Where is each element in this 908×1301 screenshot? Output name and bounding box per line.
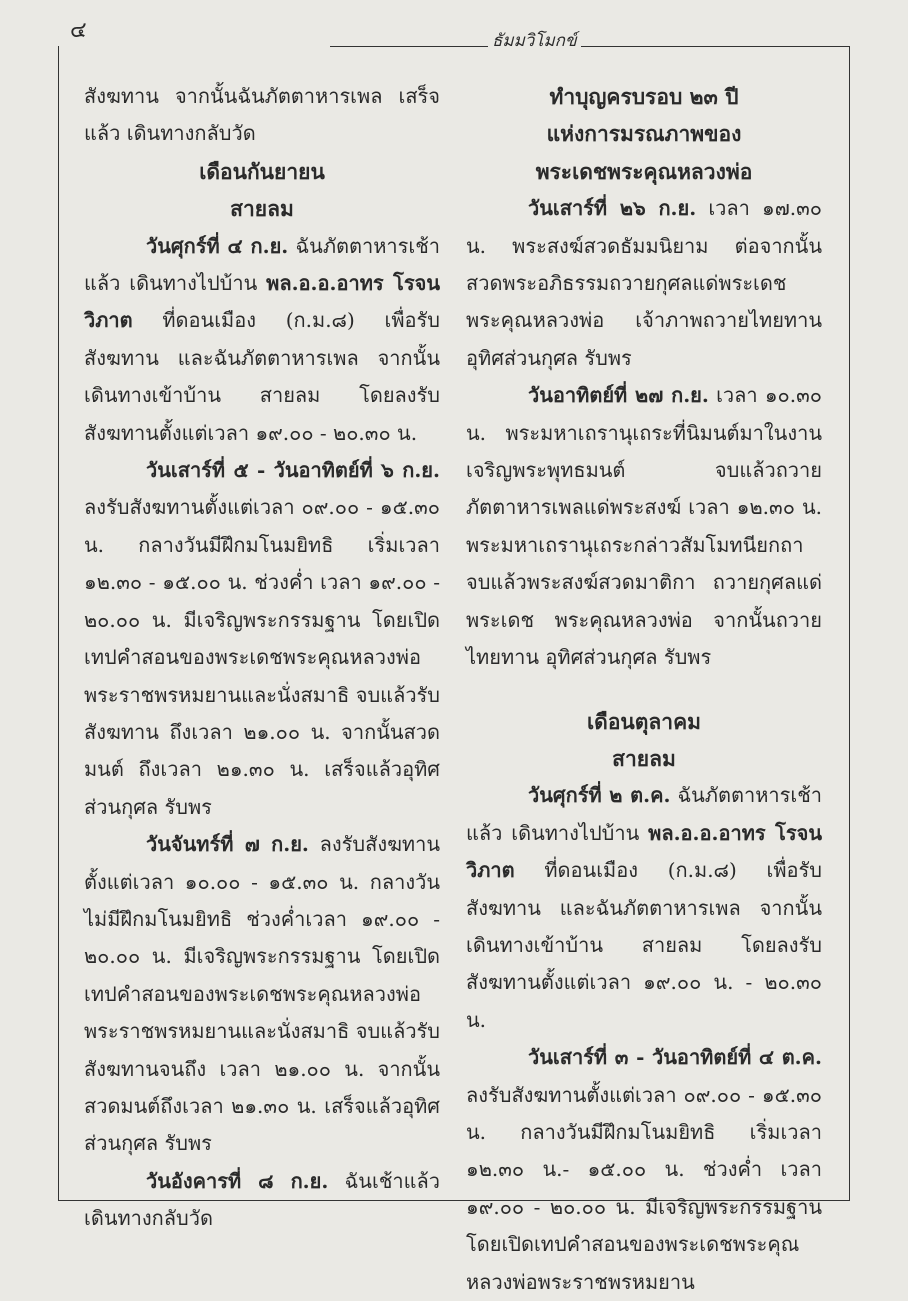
left-paragraph-sep-4 (84, 228, 440, 452)
paragraph-text: ฉันเช้าแล้วเดินทางกลับวัด (84, 1168, 440, 1231)
right-heading-line-1: ทำบุญครบรอบ ๒๓ ปี (549, 84, 739, 109)
date-label: วันเสาร์ที่ ๕ - วันอาทิตย์ที่ ๖ ก.ย. (146, 458, 440, 483)
right-paragraph-oct-2 (466, 777, 822, 1039)
paragraph-text: เวลา ๑๐.๓๐ น. พระมหาเถรานุเถระที่นิมนต์มาในงานเจริญพระพุทธมนต์ จบแล้วถวายภัตตาหารเพลแด่พระสงฆ์ เวลา ๑๒.๓๐ น. พระมหาเถรานุเถระกล่าวสัมโมทนียกถา จบแล้วพระสงฆ์สวดมาติกา ถวายกุศลแด่พระเดช พระคุณหลวงพ่อ จากนั้นถวายไทยทาน อุทิศส่วนกุศล รับพร (466, 383, 822, 670)
paragraph-text: ลงรับสังฆทานตั้งแต่เวลา ๐๙.๐๐ - ๑๕.๓๐ น. กลางวันมีฝึกมโนมยิทธิ เริ่มเวลา ๑๒.๓๐ น.- ๑๕.๐๐ น. ช่วงค่ำ เวลา ๑๙.๐๐ - ๒๐.๐๐ น. มีเจริญพระกรรมฐาน โดยเปิดเทปคำสอนของพระเดชพระคุณหลวงพ่อพระราชพรหมยาน (466, 1082, 822, 1294)
right-column (466, 78, 822, 1301)
host-name: พล.อ.อ.อาทร โรจนวิภาต (84, 271, 441, 333)
date-label: วันอาทิตย์ที่ ๒๗ ก.ย. (528, 383, 709, 408)
page-number: ๔ (70, 18, 87, 43)
paragraph-text: ฉันภัตตาหารเช้าแล้ว เดินทางไปบ้าน (466, 783, 822, 845)
right-paragraph-sep-26 (466, 190, 822, 377)
left-paragraph-continued: สังฆทาน จากนั้นฉันภัตตาหารเพล เสร็จแล้ว เดินทางกลับวัด (84, 84, 440, 146)
left-heading-place: สายลม (230, 196, 294, 222)
right-heading-month: เดือนตุลาคม (587, 708, 701, 734)
date-label: วันเสาร์ที่ ๒๖ ก.ย. (528, 196, 697, 221)
date-label: วันอังคารที่ ๘ ก.ย. (146, 1168, 329, 1193)
right-heading-line-2: แห่งการมรณภาพของ (546, 121, 742, 147)
date-label: วันศุกร์ที่ ๒ ต.ค. (528, 783, 671, 808)
left-paragraph-sep-5-6 (84, 452, 440, 826)
left-column (84, 78, 440, 1238)
date-label: วันศุกร์ที่ ๔ ก.ย. (146, 233, 289, 258)
host-name: พล.อ.อ.อาทร โรจนวิภาต (466, 820, 823, 883)
date-label: วันจันทร์ที่ ๗ ก.ย. (146, 832, 309, 857)
right-paragraph-oct-3-4 (466, 1039, 822, 1301)
right-heading-line-3: พระเดชพระคุณหลวงพ่อ (535, 158, 753, 184)
left-paragraph-sep-7 (84, 826, 440, 1163)
paragraph-text: ฉันภัตตาหารเช้าแล้ว เดินทางไปบ้าน (84, 233, 441, 296)
paragraph-text: เวลา ๑๗.๓๐ น. พระสงฆ์สวดธัมมนิยาม ต่อจากนั้น สวดพระอภิธรรมถวายกุศลแด่พระเดชพระคุณหลวงพ่อ เจ้าภาพถวายไทยทาน อุทิศส่วนกุศล รับพร (466, 196, 822, 370)
left-heading-month: เดือนกันยายน (199, 158, 325, 184)
paragraph-text: ลงรับสังฆทานตั้งแต่เวลา ๐๙.๐๐ - ๑๕.๓๐ น. กลางวันมีฝึกมโนมยิทธิ เริ่มเวลา ๑๒.๓๐ - ๑๕.๐๐ น. ช่วงค่ำ เวลา ๑๙.๐๐ - ๒๐.๐๐ น. มีเจริญพระกรรมฐาน โดยเปิดเทปคำสอนของพระเดชพระคุณหลวงพ่อพระราชพรหมยานและนั่งสมาธิ จบแล้วรับสังฆทาน ถึงเวลา ๒๑.๐๐ น. จากนั้นสวดมนต์ ถึงเวลา ๒๑.๓๐ น. เสร็จแล้วอุทิศส่วนกุศล รับพร (84, 495, 440, 819)
right-heading-place: สายลม (612, 745, 676, 771)
paragraph-text: ลงรับสังฆทาน ตั้งแต่เวลา ๑๐.๐๐ - ๑๕.๓๐ น. กลางวันไม่มีฝึกมโนมยิทธิ ช่วงค่ำเวลา ๑๙.๐๐ - ๒๐.๐๐ น. มีเจริญพระกรรมฐาน โดยเปิดเทปคำสอนของพระเดชพระคุณหลวงพ่อพระราชพรหมยานและนั่งสมาธิ จบแล้วรับสังฆทานจนถึง เวลา ๒๑.๐๐ น. จากนั้นสวดมนต์ถึงเวลา ๒๑.๓๐ น. เสร็จแล้วอุทิศส่วนกุศล รับพร (84, 832, 441, 1156)
running-title: ธัมมวิโมกข์ (488, 27, 581, 54)
right-paragraph-sep-27 (466, 377, 822, 676)
paragraph-text: ที่ดอนเมือง (ก.ม.๘) เพื่อรับสังฆทาน และฉันภัตตาหารเพล จากนั้นเดินทางเข้าบ้าน สายลม โดยลงรับสังฆทานตั้งแต่เวลา ๑๙.๐๐ - ๒๐.๓๐ น. (84, 308, 440, 445)
date-label: วันเสาร์ที่ ๓ - วันอาทิตย์ที่ ๔ ต.ค. (528, 1045, 822, 1070)
left-paragraph-sep-8 (84, 1163, 440, 1238)
paragraph-text: ที่ดอนเมือง (ก.ม.๘) เพื่อรับสังฆทาน และฉันภัตตาหารเพล จากนั้น เดินทางเข้าบ้าน สายลม โดยลงรับสังฆทานตั้งแต่เวลา ๑๙.๐๐ น. - ๒๐.๓๐ น. (466, 858, 822, 1032)
